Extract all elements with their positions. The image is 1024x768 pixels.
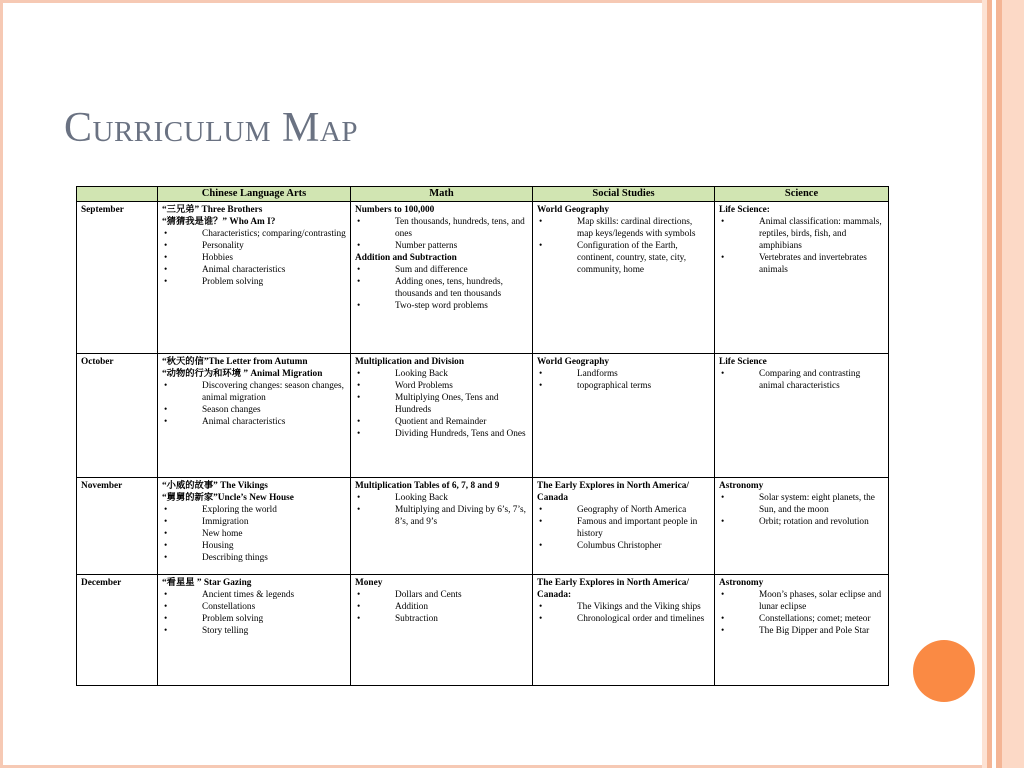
table-row xyxy=(77,575,889,686)
list-item: • Multiplying and Diving by 6’s, 7’s, 8’s, and 9’s xyxy=(355,504,528,528)
bullet-list xyxy=(719,216,884,276)
topic-heading: Money xyxy=(355,578,383,588)
topic-heading: Multiplication and Division xyxy=(355,357,465,367)
subject-cell xyxy=(158,354,351,478)
subject-cell xyxy=(158,202,351,354)
list-item: • Problem solving xyxy=(162,613,346,625)
month-cell: November xyxy=(77,478,158,575)
list-item: • Animal classification: mammals, reptiles, birds, fish, and amphibians xyxy=(719,216,884,252)
table-header-row xyxy=(77,187,889,202)
topic-heading: “秋天的信”The Letter from Autumn xyxy=(162,357,308,367)
list-item: • Story telling xyxy=(162,625,346,637)
list-item: • Sum and difference xyxy=(355,264,528,276)
subject-cell xyxy=(533,478,715,575)
bullet-list xyxy=(355,492,528,528)
list-item: • Personality xyxy=(162,240,346,252)
list-item: • Constellations; comet; meteor xyxy=(719,613,884,625)
list-item: • Exploring the world xyxy=(162,504,346,516)
subject-cell xyxy=(715,478,889,575)
month-cell: September xyxy=(77,202,158,354)
month-cell: October xyxy=(77,354,158,478)
list-item: • Number patterns xyxy=(355,240,528,252)
list-item: • Geography of North America xyxy=(537,504,710,516)
topic-heading: “动物的行为和环境 ” Animal Migration xyxy=(162,369,323,379)
list-item: • Configuration of the Earth, continent, country, state, city, community, home xyxy=(537,240,710,276)
list-item: • Describing things xyxy=(162,552,346,564)
bullet-list xyxy=(162,589,346,637)
bullet-list xyxy=(537,601,710,625)
subject-cell xyxy=(351,202,533,354)
bullet-list xyxy=(162,504,346,564)
topic-heading: Multiplication Tables of 6, 7, 8 and 9 xyxy=(355,481,500,491)
list-item: • Columbus Christopher xyxy=(537,540,710,552)
bullet-list xyxy=(162,380,346,428)
topic-heading: World Geography xyxy=(537,205,610,215)
list-item: • Looking Back xyxy=(355,368,528,380)
list-item: • Hobbies xyxy=(162,252,346,264)
topic-heading: Numbers to 100,000 xyxy=(355,205,435,215)
topic-heading: World Geography xyxy=(537,357,610,367)
subject-cell xyxy=(715,354,889,478)
list-item: • Dividing Hundreds, Tens and Ones xyxy=(355,428,528,440)
decor-stripe xyxy=(1002,0,1024,768)
list-item: • Quotient and Remainder xyxy=(355,416,528,428)
list-item: • Characteristics; comparing/contrasting xyxy=(162,228,346,240)
topic-heading: Life Science xyxy=(719,357,767,367)
topic-heading: Astronomy xyxy=(719,578,764,588)
list-item: • Immigration xyxy=(162,516,346,528)
topic-heading: “舅舅的新家”Uncle’s New House xyxy=(162,493,294,503)
list-item: • Addition xyxy=(355,601,528,613)
list-item: • Two-step word problems xyxy=(355,300,528,312)
bullet-list xyxy=(719,492,884,528)
list-item: • Map skills: cardinal directions, map keys/legends with symbols xyxy=(537,216,710,240)
bullet-list xyxy=(537,504,710,552)
list-item: • Famous and important people in history xyxy=(537,516,710,540)
table-row xyxy=(77,354,889,478)
list-item: • Chronological order and timelines xyxy=(537,613,710,625)
subject-cell xyxy=(715,575,889,686)
bullet-list xyxy=(355,589,528,625)
bullet-list xyxy=(355,264,528,312)
list-item: • Ten thousands, hundreds, tens, and ones xyxy=(355,216,528,240)
list-item: • Subtraction xyxy=(355,613,528,625)
subject-cell xyxy=(533,575,715,686)
subject-cell xyxy=(158,575,351,686)
list-item: • Word Problems xyxy=(355,380,528,392)
topic-heading: “三兄弟” Three Brothers xyxy=(162,205,263,215)
list-item: • topographical terms xyxy=(537,380,710,392)
bullet-list xyxy=(537,368,710,392)
subject-cell xyxy=(351,478,533,575)
list-item: • The Vikings and the Viking ships xyxy=(537,601,710,613)
list-item: • Moon’s phases, solar eclipse and lunar eclipse xyxy=(719,589,884,613)
list-item: • Landforms xyxy=(537,368,710,380)
bullet-list xyxy=(355,368,528,440)
list-item: • Vertebrates and invertebrates animals xyxy=(719,252,884,276)
list-item: • Looking Back xyxy=(355,492,528,504)
list-item: • Animal characteristics xyxy=(162,416,346,428)
orange-circle-decoration xyxy=(913,640,975,702)
curriculum-table xyxy=(76,186,889,686)
frame-left-border xyxy=(0,0,3,768)
topic-heading: The Early Explores in North America/ Canada xyxy=(537,481,689,503)
bullet-list xyxy=(355,216,528,252)
page-title: Curriculum Map xyxy=(64,105,358,151)
list-item: • New home xyxy=(162,528,346,540)
topic-heading: “猜猜我是谁？” Who Am I? xyxy=(162,217,276,227)
list-item: • Comparing and contrasting animal characteristics xyxy=(719,368,884,392)
list-item: • Animal characteristics xyxy=(162,264,346,276)
list-item: • Adding ones, tens, hundreds, thousands and ten thousands xyxy=(355,276,528,300)
bullet-list xyxy=(719,368,884,392)
table-row xyxy=(77,478,889,575)
table-row xyxy=(77,202,889,354)
topic-heading: Addition and Subtraction xyxy=(355,253,457,263)
topic-heading: The Early Explores in North America/ Canada: xyxy=(537,578,689,600)
column-header xyxy=(77,187,158,202)
list-item: • Solar system: eight planets, the Sun, and the moon xyxy=(719,492,884,516)
frame-top-border xyxy=(0,0,982,3)
column-header: Science xyxy=(715,187,889,202)
topic-heading: “看星星 ” Star Gazing xyxy=(162,578,252,588)
bullet-list xyxy=(537,216,710,276)
list-item: • Housing xyxy=(162,540,346,552)
list-item: • Discovering changes: season changes, animal migration xyxy=(162,380,346,404)
subject-cell xyxy=(158,478,351,575)
topic-heading: Astronomy xyxy=(719,481,764,491)
topic-heading: Life Science: xyxy=(719,205,770,215)
subject-cell xyxy=(533,354,715,478)
list-item: • Season changes xyxy=(162,404,346,416)
subject-cell xyxy=(351,354,533,478)
subject-cell xyxy=(351,575,533,686)
list-item: • Ancient times & legends xyxy=(162,589,346,601)
list-item: • The Big Dipper and Pole Star xyxy=(719,625,884,637)
subject-cell xyxy=(533,202,715,354)
list-item: • Multiplying Ones, Tens and Hundreds xyxy=(355,392,528,416)
column-header: Social Studies xyxy=(533,187,715,202)
bullet-list xyxy=(162,228,346,288)
topic-heading: “小威的故事” The Vikings xyxy=(162,481,268,491)
list-item: • Dollars and Cents xyxy=(355,589,528,601)
list-item: • Orbit; rotation and revolution xyxy=(719,516,884,528)
column-header: Chinese Language Arts xyxy=(158,187,351,202)
column-header: Math xyxy=(351,187,533,202)
subject-cell xyxy=(715,202,889,354)
list-item: • Problem solving xyxy=(162,276,346,288)
month-cell: December xyxy=(77,575,158,686)
list-item: • Constellations xyxy=(162,601,346,613)
bullet-list xyxy=(719,589,884,637)
